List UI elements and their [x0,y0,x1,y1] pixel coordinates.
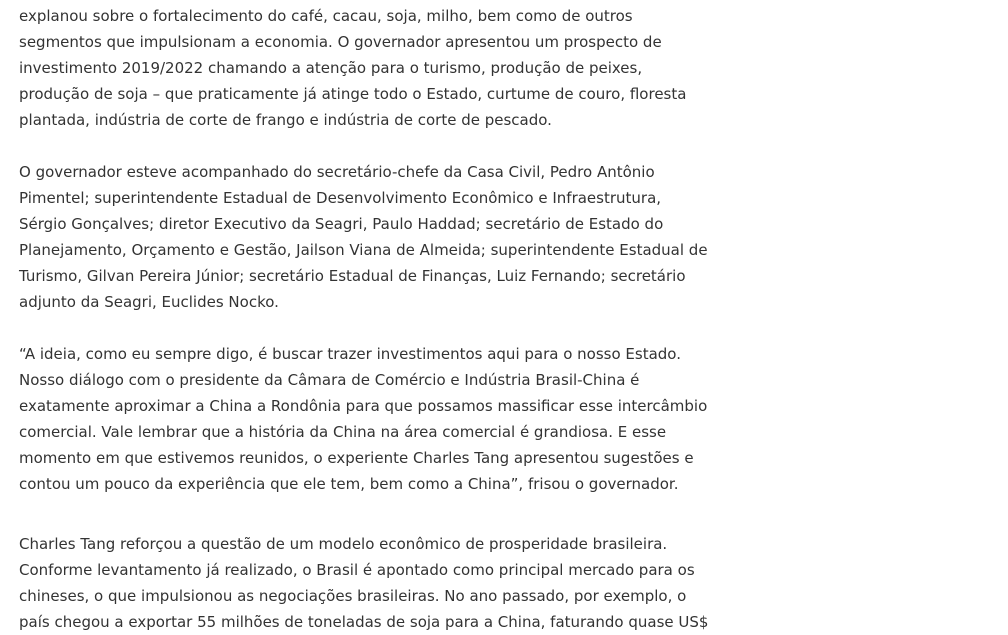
text-line: “A ideia, como eu sempre digo, é buscar trazer investimentos aqui para o nosso Estado. [19,345,681,363]
text-line: Nosso diálogo com o presidente da Câmara de Comércio e Indústria Brasil-China é [19,371,640,389]
text-line: Pimentel; superintendente Estadual de Desenvolvimento Econômico e Infraestrutura, [19,189,662,207]
text-line: Turismo, Gilvan Pereira Júnior; secretário Estadual de Finanças, Luiz Fernando; secretário [19,267,686,285]
text-line: momento em que estivemos reunidos, o experiente Charles Tang apresentou sugestões e [19,449,694,467]
paragraph-spacer [19,133,739,159]
paragraph-spacer [19,315,739,341]
paragraph-spacer [19,497,739,531]
text-line: país chegou a exportar 55 milhões de toneladas de soja para a China, faturando quase US$ [19,613,709,631]
text-line: comercial. Vale lembrar que a história da China na área comercial é grandiosa. E esse [19,423,667,441]
text-line: segmentos que impulsionam a economia. O governador apresentou um prospecto de [19,33,662,51]
text-line: Charles Tang reforçou a questão de um modelo econômico de prosperidade brasileira. [19,535,668,553]
paragraph-investment-prospect [19,3,739,133]
text-line: O governador esteve acompanhado do secretário-chefe da Casa Civil, Pedro Antônio [19,163,655,181]
text-line: Conforme levantamento já realizado, o Brasil é apontado como principal mercado para os [19,561,695,579]
paragraph-charles-tang [19,531,739,635]
paragraph-delegation [19,159,739,315]
text-line: contou um pouco da experiência que ele tem, bem como a China”, frisou o governador. [19,475,679,493]
text-line: Planejamento, Orçamento e Gestão, Jailson Viana de Almeida; superintendente Estadual de [19,241,708,259]
text-line: produção de soja – que praticamente já atinge todo o Estado, curtume de couro, floresta [19,85,687,103]
text-line: investimento 2019/2022 chamando a atenção para o turismo, produção de peixes, [19,59,643,77]
text-line: chineses, o que impulsionou as negociações brasileiras. No ano passado, por exemplo, o [19,587,687,605]
paragraph-governor-quote [19,341,739,497]
article-body [19,3,739,635]
text-line: exatamente aproximar a China a Rondônia para que possamos massificar esse intercâmbio [19,397,708,415]
text-line: adjunto da Seagri, Euclides Nocko. [19,293,279,311]
text-line: Sérgio Gonçalves; diretor Executivo da Seagri, Paulo Haddad; secretário de Estado do [19,215,664,233]
text-line: explanou sobre o fortalecimento do café, cacau, soja, milho, bem como de outros [19,7,633,25]
text-line: plantada, indústria de corte de frango e indústria de corte de pescado. [19,111,552,129]
